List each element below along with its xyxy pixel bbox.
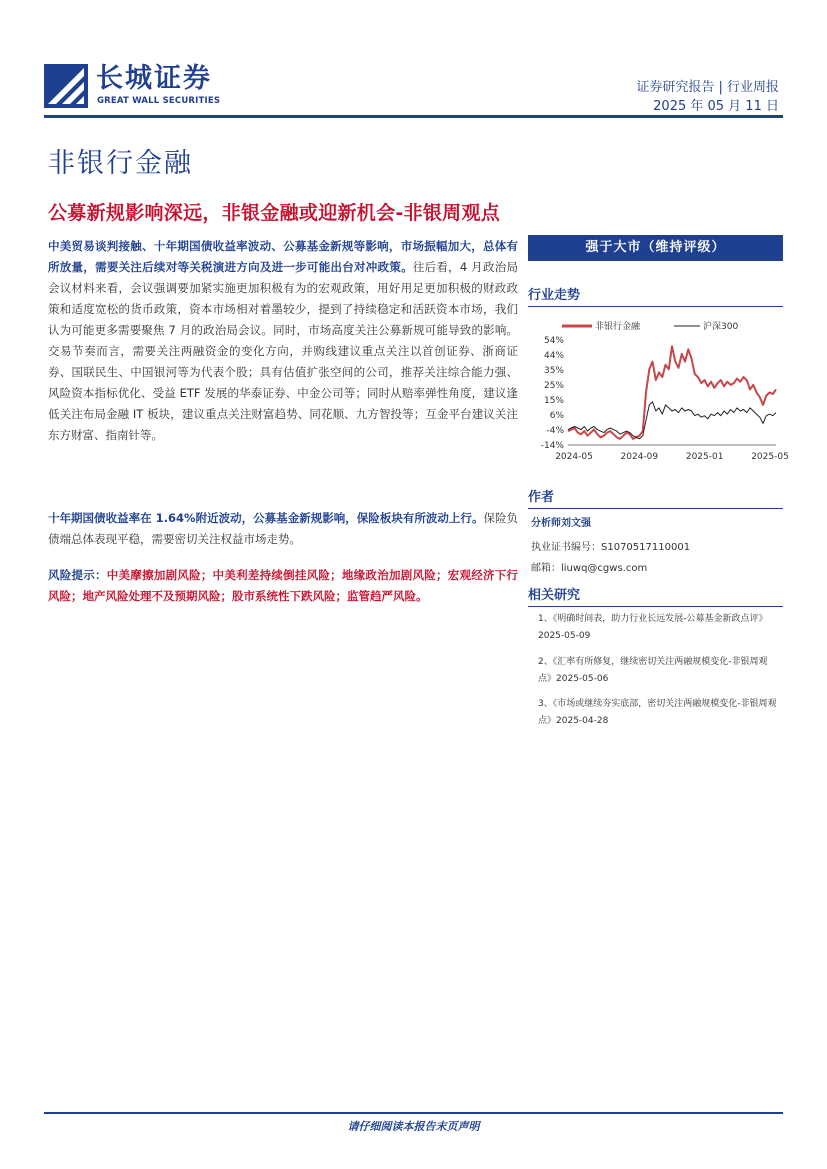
report-date: 2025 年 05 月 11 日 xyxy=(653,99,779,114)
legend-label-csi300: 沪深300 xyxy=(703,322,739,332)
x-tick-label: 2024-09 xyxy=(620,452,659,462)
analyst-email[interactable]: 邮箱：liuwq@cgws.com xyxy=(531,563,648,574)
x-tick-label: 2024-05 xyxy=(555,452,593,462)
y-tick-label: 6% xyxy=(549,411,564,421)
logo-english-name: GREAT WALL SECURITIES xyxy=(97,96,221,106)
industry-trend-heading: 行业走势 xyxy=(528,284,783,307)
summary-paragraph-2-text: 保险负债端总体表现平稳，需要密切关注权益市场走势。 xyxy=(48,511,518,546)
y-tick-label: 54% xyxy=(543,336,564,346)
risk-warning-text: 中美摩擦加剧风险；中美利差持续倒挂风险；地缘政治加剧风险；宏观经济下行风险；地产风险处理不及预期风险；股市系统性下跌风险；监管趋严风险。 xyxy=(48,568,519,603)
y-tick-label: -14% xyxy=(540,441,564,451)
sector-title: 非银行金融 xyxy=(48,148,193,179)
certificate-number: 执业证书编号：S1070517110001 xyxy=(531,542,691,553)
author-heading: 作者 xyxy=(528,486,783,509)
chart-legend xyxy=(562,320,738,332)
related-item-number: 2、 xyxy=(538,657,553,667)
chart-y-axis xyxy=(541,336,565,451)
summary-paragraph-1 xyxy=(48,236,518,446)
great-wall-logo-icon xyxy=(44,64,88,108)
rating-badge: 强于大市（维持评级） xyxy=(528,235,783,261)
analyst-name: 分析师刘文强 xyxy=(531,518,591,529)
summary-paragraph-2-lead: 十年期国债收益率在 1.64%附近波动，公募基金新规影响，保险板块有所波动上行。 xyxy=(48,511,484,525)
series-line-nonbank xyxy=(568,346,776,439)
related-item-date: 2025-05-06 xyxy=(556,674,609,684)
related-research-item[interactable] xyxy=(538,696,778,730)
related-item-date: 2025-04-28 xyxy=(556,716,609,726)
industry-trend-chart xyxy=(528,316,789,468)
y-tick-label: 15% xyxy=(543,396,564,406)
header-divider xyxy=(44,115,783,118)
related-item-title: 《明确时间表，助力行业长远发展-公募基金新政点评》 xyxy=(552,614,768,624)
chart-x-axis xyxy=(555,445,789,462)
related-item-date: 2025-05-09 xyxy=(538,631,591,641)
risk-warning xyxy=(48,565,518,607)
logo-chinese-name: 长城证券 xyxy=(96,63,212,94)
legend-label-nonbank: 非银行金融 xyxy=(595,322,641,332)
footer-divider xyxy=(44,1112,783,1114)
x-tick-label: 2025-01 xyxy=(685,452,724,462)
summary-paragraph-1-lead: 中美贸易谈判接触、十年期国债收益率波动、公募基金新规等影响，市场振幅加大，总体有所放量，需要关注后续对等关税演进方向及进一步可能出台对冲政策。 xyxy=(48,239,518,274)
summary-paragraph-2 xyxy=(48,508,518,550)
summary-paragraph-1-text: 往后看，4 月政治局会议材料来看，会议强调要加紧实施更加积极有为的宏观政策，用好用足更加积极的财政政策和适度宽松的货币政策，资本市场相对着墨较少，提到了持续稳定和活跃资本市场，我们认为可能更多需要聚焦 7 月的政治局会议。同时，市场高度关注公募新规可能导致的影响。交易节奏而言，需要关注两融资金的变化方向，并购线建议重点关注以首创证券、浙商证券、国联民生、中国银河等为代表个股；具有估值扩张空间的公司，推荐关注综合能力强、风险资本指标优化、受益 ETF 发展的华泰证券、中金公司等；同时从赔率弹性角度，建议逢低关注布局金融 IT 板块，建议重点关注财富趋势、同花顺、九方智投等；互金平台建议关注东方财富、指南针等。 xyxy=(48,260,518,442)
related-research-heading: 相关研究 xyxy=(528,584,783,607)
y-tick-label: 35% xyxy=(543,366,564,376)
x-tick-label: 2025-05 xyxy=(751,452,789,462)
footer-disclaimer-note: 请仔细阅读本报告末页声明 xyxy=(347,1120,480,1133)
related-item-title: 《汇率有所修复，继续密切关注两融规模变化-非银周观点》 xyxy=(538,657,768,684)
y-tick-label: -4% xyxy=(546,426,564,436)
report-headline: 公募新规影响深远，非银金融或迎新机会-非银周观点 xyxy=(48,202,501,224)
related-item-number: 3、 xyxy=(538,699,553,709)
related-item-number: 1、 xyxy=(538,614,553,624)
related-research-item[interactable] xyxy=(538,611,778,645)
related-research-item[interactable] xyxy=(538,654,778,688)
risk-warning-label: 风险提示： xyxy=(48,568,107,582)
y-tick-label: 44% xyxy=(543,351,564,361)
chart-plot-area xyxy=(568,346,776,439)
report-type: 证券研究报告 | 行业周报 xyxy=(636,80,779,95)
series-line-csi300 xyxy=(568,402,776,439)
related-item-title: 《市场或继续夯实底部，密切关注两融规模变化-非银周观点》 xyxy=(538,699,777,726)
y-tick-label: 25% xyxy=(543,381,564,391)
